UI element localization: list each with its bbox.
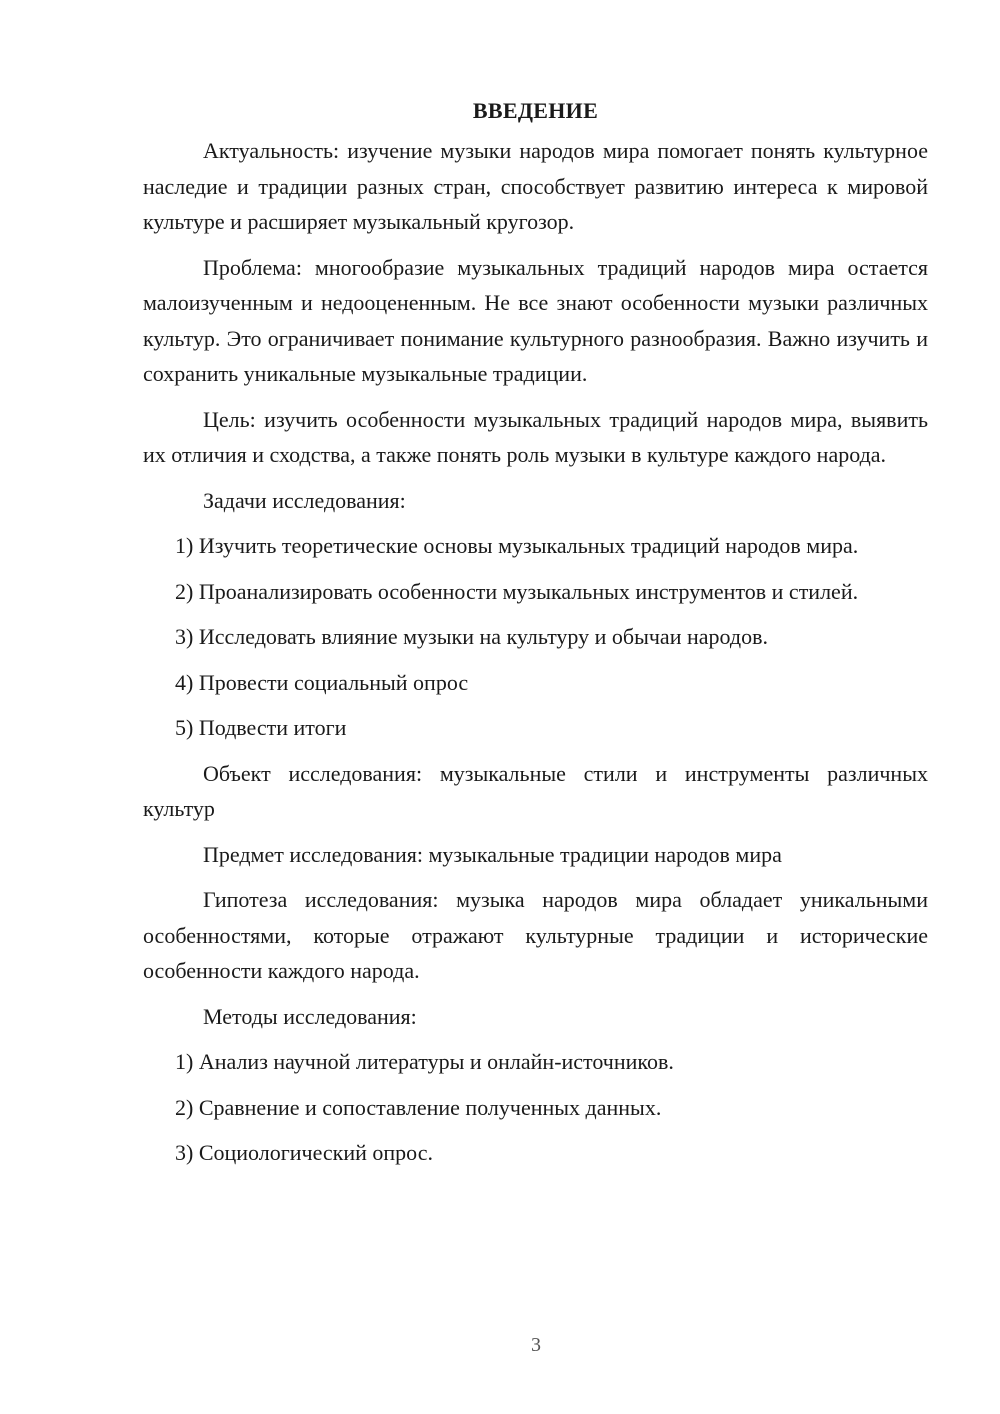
task-item-4: 4) Провести социальный опрос	[175, 669, 469, 695]
problem-paragraph: Проблема: многообразие музыкальных традиций народов мира остается малоизученным и недооцененным. Не все знают особенности музыки различных культур. Это ограничивает понимание культурного разнообразия. Важно изучить и сохранить уникальные музыкальные традиции.	[143, 254, 928, 386]
task-item-5: 5) Подвести итоги	[175, 715, 347, 740]
document-page	[143, 96, 928, 1181]
task-item-1: 1) Изучить теоретические основы музыкальных традиций народов мира.	[175, 533, 859, 558]
task-item-3: 3) Исследовать влияние музыки на культуру и обычаи народов.	[175, 624, 768, 649]
method-item-1: 1) Анализ научной литературы и онлайн-источников.	[175, 1049, 674, 1074]
page-number: 3	[531, 1334, 541, 1356]
method-item-3: 3) Социологический опрос.	[175, 1140, 433, 1165]
subject-paragraph: Предмет исследования: музыкальные традиции народов мира	[203, 841, 782, 867]
task-item-2: 2) Проанализировать особенности музыкальных инструментов и стилей.	[175, 578, 859, 604]
relevance-paragraph: Актуальность: изучение музыки народов мира помогает понять культурное наследие и традиции разных стран, способствует развитию интереса к мировой культуре и расширяет музыкальный кругозор.	[143, 138, 928, 234]
object-paragraph: Объект исследования: музыкальные стили и инструменты различных культур	[143, 760, 928, 821]
page-title: ВВЕДЕНИЕ	[472, 98, 599, 123]
hypothesis-paragraph: Гипотеза исследования: музыка народов мира обладает уникальными особенностями, которые отражают культурные традиции и исторические особенности каждого народа.	[143, 887, 928, 983]
method-item-2: 2) Сравнение и сопоставление полученных данных.	[175, 1094, 662, 1120]
goal-paragraph: Цель: изучить особенности музыкальных традиций народов мира, выявить их отличия и сходства, а также понять роль музыки в культуре каждого народа.	[143, 406, 928, 467]
tasks-title: Задачи исследования:	[203, 487, 406, 513]
methods-title: Методы исследования:	[203, 1003, 417, 1029]
